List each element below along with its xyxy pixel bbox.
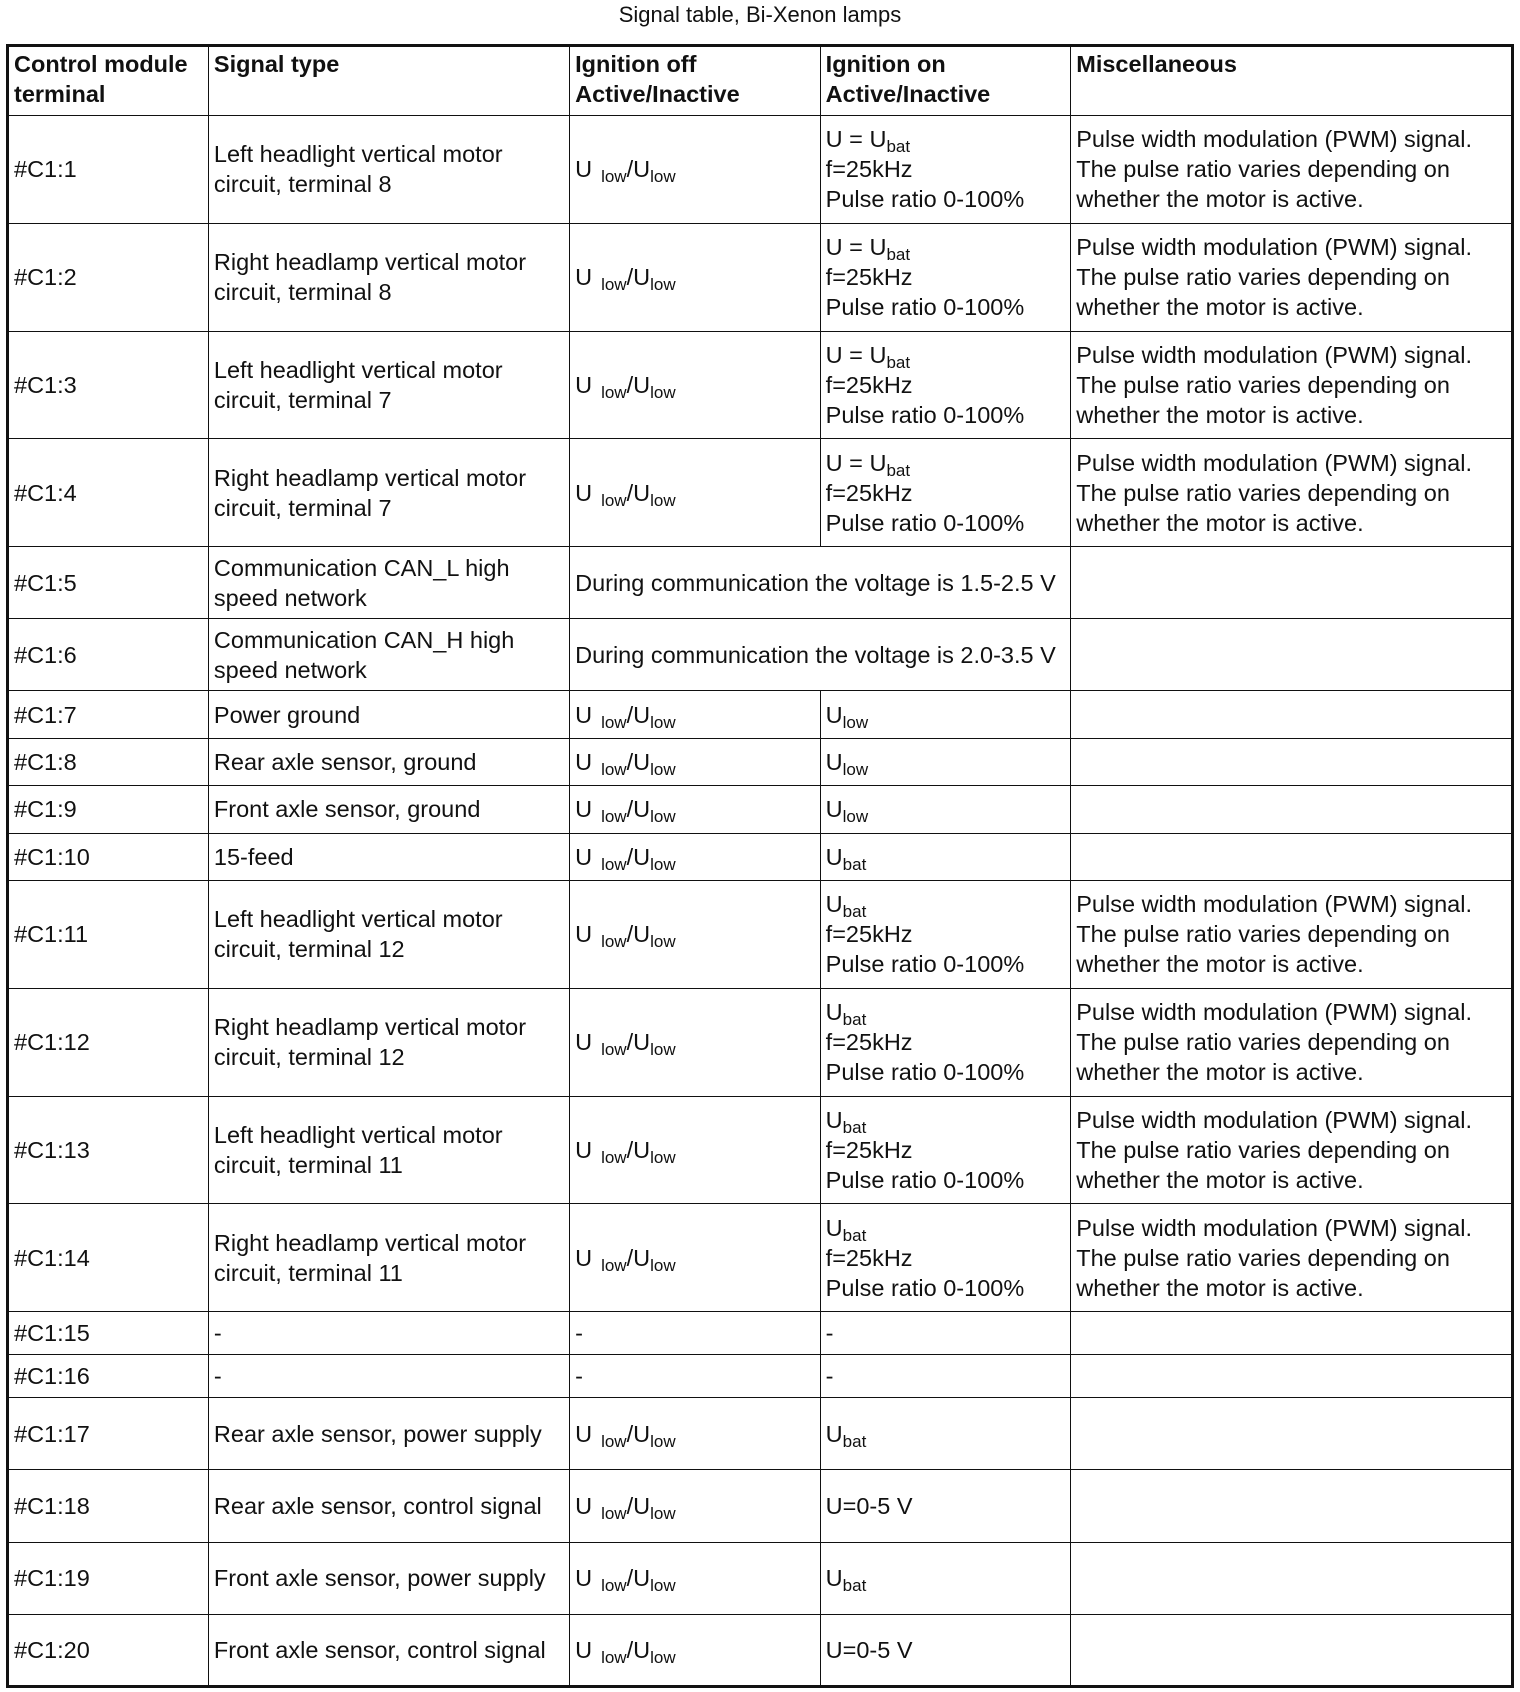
miscellaneous-cell: Pulse width modulation (PWM) signal. The pulse ratio varies depending on whether the motor is active. [1071,331,1513,439]
signal-type-cell: - [208,1355,569,1398]
ignition-off-cell: U $_{low}/U_{low}$ [570,331,821,439]
table-row [8,1398,1513,1470]
terminal-cell: #C1:6 [8,619,209,691]
signal-type-cell: Left headlight vertical motor circuit, terminal 11 [208,1096,569,1204]
table-row [8,1614,1513,1686]
ignition-off-cell: U $_{low}/U_{low}$ [570,1470,821,1542]
ignition-off-cell: - [570,1355,821,1398]
ignition-off-cell: - [570,1312,821,1355]
terminal-cell: #C1:2 [8,223,209,331]
ignition-off-cell: U $_{low}/U_{low}$ [570,1204,821,1312]
miscellaneous-cell [1071,1355,1513,1398]
terminal-cell: #C1:15 [8,1312,209,1355]
table-row [8,1355,1513,1398]
ignition-off-cell: U $_{low}/U_{low}$ [570,1614,821,1686]
ignition-on-cell: $U = U_{bat}$ f=25kHz Pulse ratio 0-100% [820,439,1071,547]
miscellaneous-cell: Pulse width modulation (PWM) signal. The pulse ratio varies depending on whether the motor is active. [1071,988,1513,1096]
signal-type-cell: Communication CAN_L high speed network [208,547,569,619]
table-row [8,1312,1513,1355]
ignition-on-cell: $U_{low}$ [820,786,1071,833]
terminal-cell: #C1:11 [8,881,209,989]
ignition-on-cell: $U_{bat}$ [820,833,1071,880]
table-row [8,786,1513,833]
ignition-on-cell: $U_{bat}$ f=25kHz Pulse ratio 0-100% [820,881,1071,989]
signal-type-cell: Left headlight vertical motor circuit, terminal 8 [208,116,569,224]
table-row [8,738,1513,785]
miscellaneous-cell [1071,833,1513,880]
header-row [8,46,1513,116]
miscellaneous-cell: Pulse width modulation (PWM) signal. The pulse ratio varies depending on whether the motor is active. [1071,116,1513,224]
table-row [8,833,1513,880]
header-ignition-on: Ignition on Active/Inactive [820,46,1071,116]
miscellaneous-cell [1071,619,1513,691]
ignition-on-cell: U=0-5 V [820,1614,1071,1686]
table-row [8,331,1513,439]
table-row [8,1204,1513,1312]
signal-type-cell: Right headlamp vertical motor circuit, terminal 12 [208,988,569,1096]
signal-type-cell: Front axle sensor, control signal [208,1614,569,1686]
miscellaneous-cell [1071,1312,1513,1355]
miscellaneous-cell [1071,1398,1513,1470]
ignition-on-cell: $U = U_{bat}$ f=25kHz Pulse ratio 0-100% [820,331,1071,439]
signal-type-cell: Right headlamp vertical motor circuit, terminal 7 [208,439,569,547]
terminal-cell: #C1:14 [8,1204,209,1312]
miscellaneous-cell: Pulse width modulation (PWM) signal. The pulse ratio varies depending on whether the motor is active. [1071,1096,1513,1204]
signal-type-cell: Communication CAN_H high speed network [208,619,569,691]
ignition-on-cell: $U_{bat}$ f=25kHz Pulse ratio 0-100% [820,988,1071,1096]
table-caption: Signal table, Bi-Xenon lamps [618,2,902,27]
ignition-on-cell: $U_{low}$ [820,738,1071,785]
signal-type-cell: Rear axle sensor, ground [208,738,569,785]
terminal-cell: #C1:3 [8,331,209,439]
ignition-off-cell: U $_{low}/U_{low}$ [570,1542,821,1614]
ignition-off-cell: U $_{low}/U_{low}$ [570,738,821,785]
miscellaneous-cell [1071,691,1513,738]
table-row [8,1096,1513,1204]
header-signal-type: Signal type [208,46,569,116]
miscellaneous-cell [1071,1470,1513,1542]
ignition-off-cell: U $_{low}/U_{low}$ [570,1398,821,1470]
ignition-off-cell: U $_{low}/U_{low}$ [570,988,821,1096]
ignition-off-cell: U $_{low}/U_{low}$ [570,881,821,989]
ignition-off-cell: U $_{low}/U_{low}$ [570,691,821,738]
ignition-merged-cell: During communication the voltage is 2.0-3.5 V [570,619,1071,691]
table-row [8,1542,1513,1614]
miscellaneous-cell [1071,1542,1513,1614]
table-row [8,547,1513,619]
signal-type-cell: Rear axle sensor, control signal [208,1470,569,1542]
signal-type-cell: Power ground [208,691,569,738]
ignition-on-cell: - [820,1355,1071,1398]
miscellaneous-cell [1071,547,1513,619]
terminal-cell: #C1:13 [8,1096,209,1204]
signal-type-cell: Front axle sensor, power supply [208,1542,569,1614]
signal-type-cell: Front axle sensor, ground [208,786,569,833]
table-row [8,223,1513,331]
ignition-off-cell: U $_{low}/U_{low}$ [570,439,821,547]
terminal-cell: #C1:20 [8,1614,209,1686]
miscellaneous-cell: Pulse width modulation (PWM) signal. The pulse ratio varies depending on whether the motor is active. [1071,1204,1513,1312]
table-row [8,116,1513,224]
table-row [8,988,1513,1096]
terminal-cell: #C1:7 [8,691,209,738]
ignition-on-cell: $U_{bat}$ f=25kHz Pulse ratio 0-100% [820,1096,1071,1204]
terminal-cell: #C1:8 [8,738,209,785]
ignition-on-cell: U=0-5 V [820,1470,1071,1542]
terminal-cell: #C1:16 [8,1355,209,1398]
ignition-on-cell: $U_{low}$ [820,691,1071,738]
signal-type-cell: Right headlamp vertical motor circuit, terminal 8 [208,223,569,331]
signal-type-cell: Left headlight vertical motor circuit, terminal 7 [208,331,569,439]
signal-type-cell: Left headlight vertical motor circuit, terminal 12 [208,881,569,989]
terminal-cell: #C1:1 [8,116,209,224]
terminal-cell: #C1:10 [8,833,209,880]
terminal-cell: #C1:17 [8,1398,209,1470]
miscellaneous-cell [1071,738,1513,785]
table-row [8,439,1513,547]
signal-type-cell: 15-feed [208,833,569,880]
ignition-on-cell: $U_{bat}$ f=25kHz Pulse ratio 0-100% [820,1204,1071,1312]
signal-table [6,44,1514,1688]
signal-type-cell: - [208,1312,569,1355]
table-row [8,619,1513,691]
terminal-cell: #C1:18 [8,1470,209,1542]
table-row [8,691,1513,738]
ignition-on-cell: $U_{bat}$ [820,1398,1071,1470]
ignition-on-cell: $U = U_{bat}$ f=25kHz Pulse ratio 0-100% [820,116,1071,224]
terminal-cell: #C1:4 [8,439,209,547]
ignition-off-cell: U $_{low}/U_{low}$ [570,786,821,833]
ignition-off-cell: U $_{low}/U_{low}$ [570,223,821,331]
miscellaneous-cell [1071,1614,1513,1686]
table-row [8,1470,1513,1542]
ignition-off-cell: U $_{low}/U_{low}$ [570,1096,821,1204]
miscellaneous-cell [1071,786,1513,833]
miscellaneous-cell: Pulse width modulation (PWM) signal. The pulse ratio varies depending on whether the motor is active. [1071,881,1513,989]
terminal-cell: #C1:12 [8,988,209,1096]
header-ignition-off: Ignition off Active/Inactive [570,46,821,116]
ignition-on-cell: $U_{bat}$ [820,1542,1071,1614]
terminal-cell: #C1:5 [8,547,209,619]
terminal-cell: #C1:9 [8,786,209,833]
ignition-off-cell: U $_{low}/U_{low}$ [570,833,821,880]
header-miscellaneous: Miscellaneous [1071,46,1513,116]
table-row [8,881,1513,989]
signal-type-cell: Right headlamp vertical motor circuit, terminal 11 [208,1204,569,1312]
miscellaneous-cell: Pulse width modulation (PWM) signal. The pulse ratio varies depending on whether the motor is active. [1071,439,1513,547]
signal-type-cell: Rear axle sensor, power supply [208,1398,569,1470]
ignition-merged-cell: During communication the voltage is 1.5-2.5 V [570,547,1071,619]
ignition-on-cell: - [820,1312,1071,1355]
header-terminal: Control module terminal [8,46,209,116]
ignition-off-cell: U $_{low}/U_{low}$ [570,116,821,224]
miscellaneous-cell: Pulse width modulation (PWM) signal. The pulse ratio varies depending on whether the motor is active. [1071,223,1513,331]
ignition-on-cell: $U = U_{bat}$ f=25kHz Pulse ratio 0-100% [820,223,1071,331]
terminal-cell: #C1:19 [8,1542,209,1614]
